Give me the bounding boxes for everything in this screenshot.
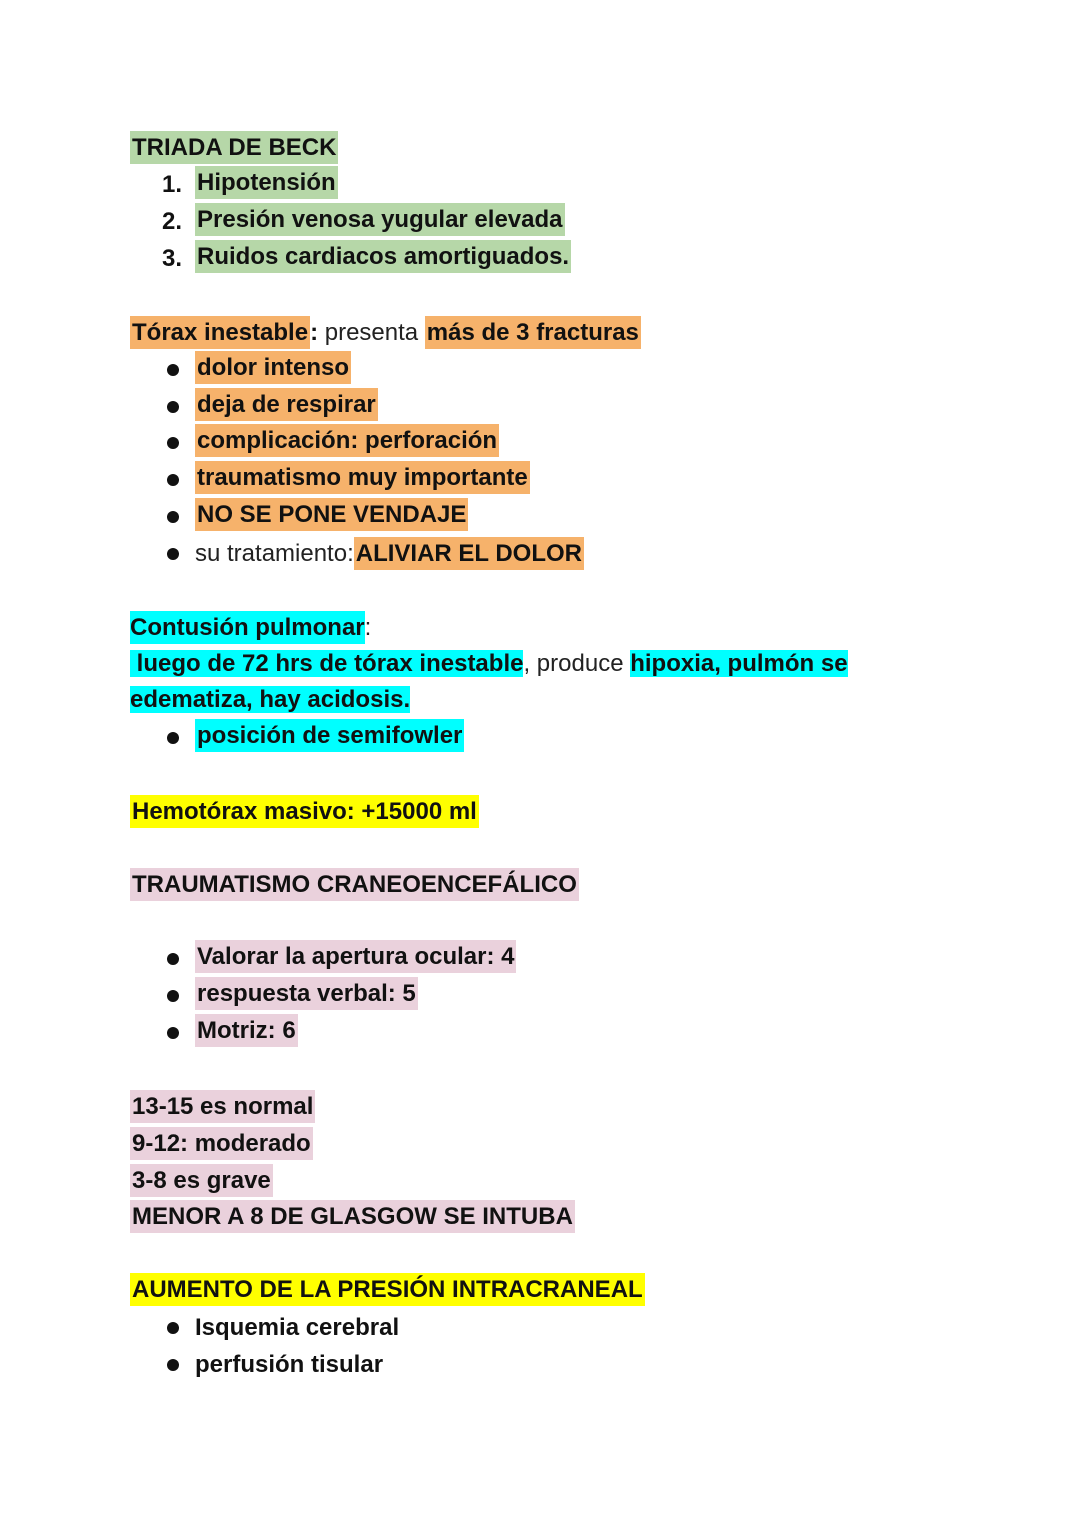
- bullet-icon: [167, 437, 179, 449]
- beck-item-2-number: 2.: [162, 208, 183, 235]
- torax-item-5-text: NO SE PONE VENDAJE: [195, 498, 468, 531]
- torax-item-2-text: deja de respirar: [195, 388, 378, 421]
- contusion-bullet-text: posición de semifowler: [195, 719, 464, 752]
- pic-item-1-text: Isquemia cerebral: [195, 1314, 400, 1341]
- torax-treatment-line: [195, 535, 584, 572]
- tce-scale-3: [130, 1162, 273, 1199]
- bullet-icon: [167, 953, 179, 965]
- beck-item-1-text: Hipotensión: [195, 166, 338, 199]
- beck-item-2-text: Presión venosa yugular elevada: [195, 203, 565, 236]
- bullet-icon: [167, 401, 179, 413]
- tce-scale-2: [130, 1125, 313, 1162]
- contusion-label: Contusión pulmonar: [130, 611, 365, 644]
- contusion-colon: :: [364, 614, 372, 641]
- torax-mid-text: presenta: [318, 319, 425, 346]
- bullet-icon: [167, 364, 179, 376]
- tce-title-text: TRAUMATISMO CRANEOENCEFÁLICO: [130, 868, 579, 901]
- tce-title: [130, 866, 579, 903]
- tce-item-3-text: Motriz: 6: [195, 1014, 298, 1047]
- torax-label: Tórax inestable: [130, 316, 310, 349]
- beck-item-3-text: Ruidos cardiacos amortiguados.: [195, 240, 571, 273]
- pic-title: [130, 1271, 645, 1308]
- pic-item-2-text: perfusión tisular: [195, 1351, 384, 1378]
- bullet-icon: [167, 1027, 179, 1039]
- torax-item-3-text: complicación: perforación: [195, 424, 499, 457]
- bullet-icon: [167, 548, 179, 560]
- torax-treatment-value: ALIVIAR EL DOLOR: [354, 537, 584, 570]
- contusion-text-2: hipoxia, pulmón se edematiza, hay acidosis.: [130, 650, 848, 713]
- pic-title-text: AUMENTO DE LA PRESIÓN INTRACRANEAL: [130, 1273, 645, 1306]
- tce-scale-4: [130, 1198, 575, 1235]
- bullet-icon: [167, 1322, 179, 1334]
- hemotorax-line: [130, 793, 479, 830]
- tce-scale-3-text: 3-8 es grave: [130, 1164, 273, 1197]
- tce-item-2-text: respuesta verbal: 5: [195, 977, 418, 1010]
- bullet-icon: [167, 511, 179, 523]
- tce-scale-1: [130, 1088, 315, 1125]
- torax-heading: [130, 314, 641, 351]
- bullet-icon: [167, 990, 179, 1002]
- contusion-mid-text: , produce: [523, 650, 631, 677]
- hemotorax-text: Hemotórax masivo: +15000 ml: [130, 795, 479, 828]
- bullet-icon: [167, 732, 179, 744]
- beck-item-3-number: 3.: [162, 245, 183, 272]
- torax-highlight: más de 3 fracturas: [425, 316, 641, 349]
- torax-item-1-text: dolor intenso: [195, 351, 351, 384]
- torax-colon: :: [310, 319, 319, 346]
- tce-scale-4-text: MENOR A 8 DE GLASGOW SE INTUBA: [130, 1200, 575, 1233]
- tce-scale-2-text: 9-12: moderado: [130, 1127, 313, 1160]
- torax-treatment-prefix: su tratamiento:: [195, 540, 354, 567]
- tce-item-1-text: Valorar la apertura ocular: 4: [195, 940, 516, 973]
- beck-item-1-number: 1.: [162, 171, 183, 198]
- tce-scale-1-text: 13-15 es normal: [130, 1090, 315, 1123]
- contusion-paragraph: [130, 610, 948, 718]
- beck-title: [130, 129, 338, 166]
- beck-title-text: TRIADA DE BECK: [130, 131, 338, 164]
- torax-item-4-text: traumatismo muy importante: [195, 461, 530, 494]
- bullet-icon: [167, 1359, 179, 1371]
- bullet-icon: [167, 474, 179, 486]
- contusion-text-1: luego de 72 hrs de tórax inestable: [130, 650, 524, 677]
